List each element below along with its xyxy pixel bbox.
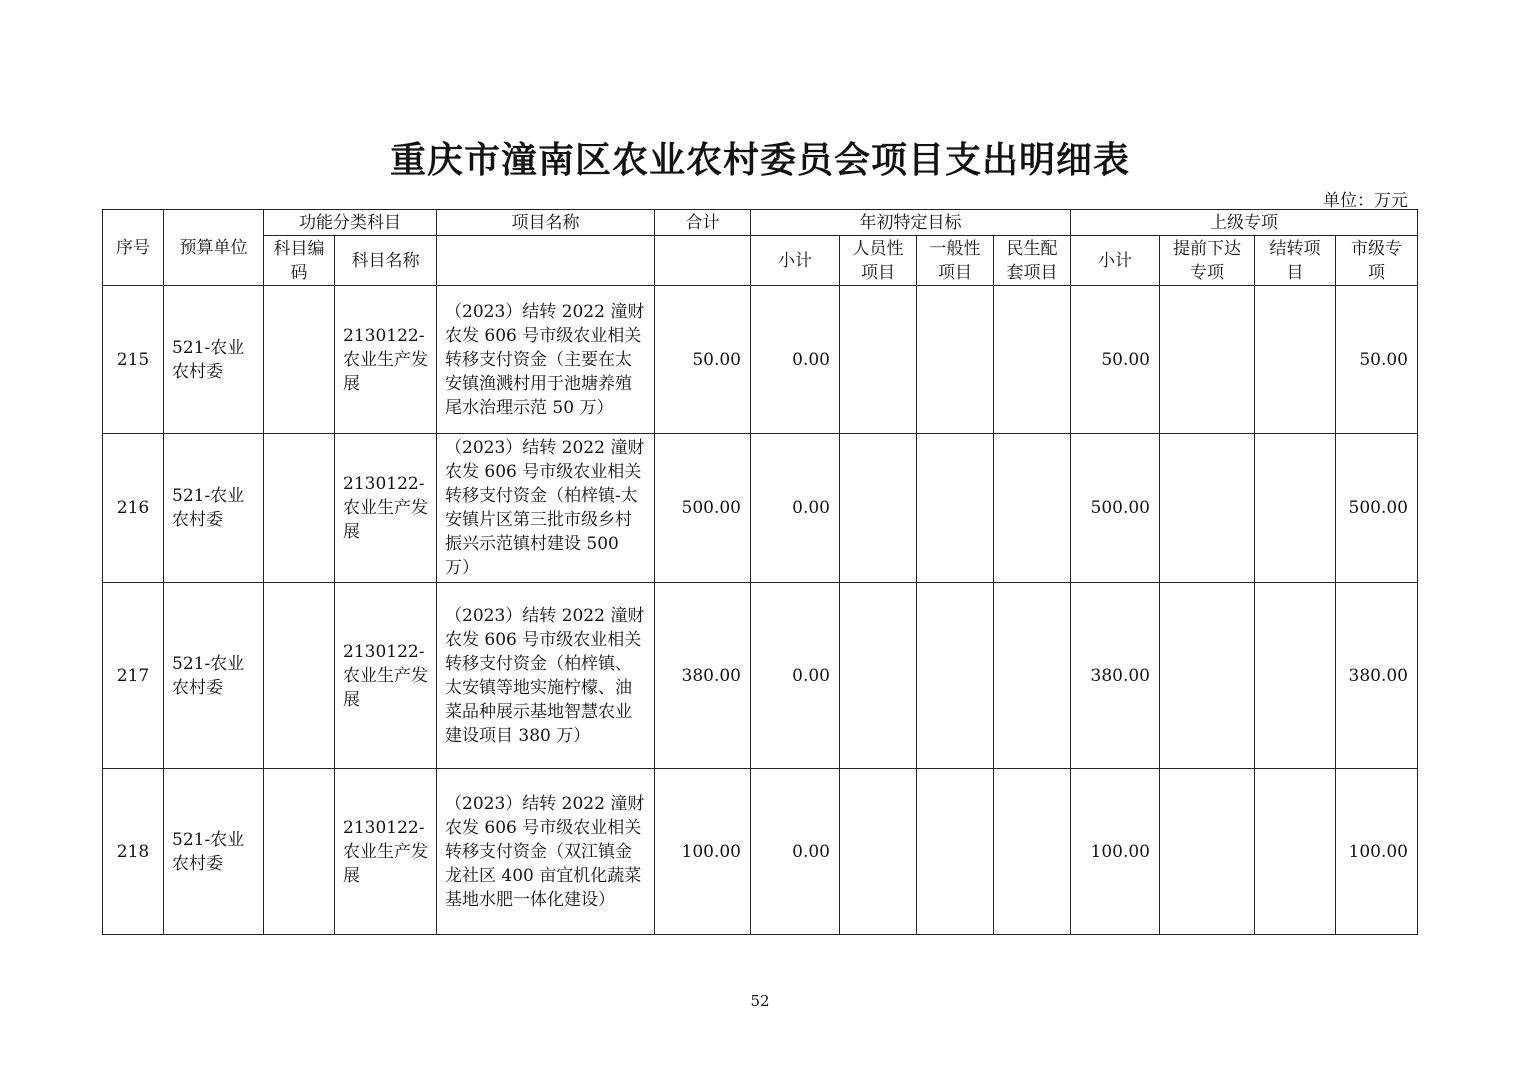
cell-subject-name: 2130122-农业生产发展 [335,434,437,583]
header-personnel: 人员性项目 [840,236,917,286]
header-advance: 提前下达专项 [1160,236,1255,286]
page-number: 52 [750,992,770,1010]
page-title: 重庆市潼南区农业农村委员会项目支出明细表 [389,139,1130,181]
cell-superior-subtotal: 380.00 [1071,583,1160,769]
header-annual-subtotal: 小计 [751,236,840,286]
header-carryover: 结转项目 [1255,236,1336,286]
header-municipal: 市级专项 [1336,236,1418,286]
header-row-2 [103,236,1418,286]
cell-budget-unit: 521-农业农村委 [164,286,264,434]
header-subject-name: 科目名称 [335,236,437,286]
cell-advance [1160,769,1255,935]
cell-livelihood [994,286,1071,434]
cell-subject-name: 2130122-农业生产发展 [335,583,437,769]
cell-subject-name: 2130122-农业生产发展 [335,286,437,434]
table-row [103,769,1418,935]
header-total-blank [655,236,751,286]
cell-annual-subtotal: 0.00 [751,286,840,434]
cell-budget-unit: 521-农业农村委 [164,583,264,769]
cell-total: 100.00 [655,769,751,935]
cell-superior-subtotal: 50.00 [1071,286,1160,434]
header-project-name-blank [437,236,655,286]
cell-annual-subtotal: 0.00 [751,583,840,769]
cell-personnel [840,434,917,583]
header-annual-target: 年初特定目标 [751,210,1071,236]
cell-municipal: 100.00 [1336,769,1418,935]
cell-seq: 217 [103,583,164,769]
cell-general [917,434,994,583]
cell-budget-unit: 521-农业农村委 [164,769,264,935]
table-row [103,434,1418,583]
cell-municipal: 500.00 [1336,434,1418,583]
cell-project-name: （2023）结转 2022 潼财农发 606 号市级农业相关转移支付资金（主要在太安镇渔溅村用于池塘养殖尾水治理示范 50 万） [437,286,655,434]
cell-project-name: （2023）结转 2022 潼财农发 606 号市级农业相关转移支付资金（双江镇金龙社区 400 亩宜机化蔬菜基地水肥一体化建设） [437,769,655,935]
cell-annual-subtotal: 0.00 [751,434,840,583]
project-expenditure-table [102,209,1418,935]
cell-seq: 218 [103,769,164,935]
cell-livelihood [994,434,1071,583]
cell-general [917,769,994,935]
cell-carryover [1255,434,1336,583]
header-livelihood: 民生配套项目 [994,236,1071,286]
cell-livelihood [994,583,1071,769]
unit-label: 单位：万元 [1323,191,1408,211]
cell-general [917,583,994,769]
header-functional-category: 功能分类科目 [264,210,437,236]
header-total: 合计 [655,210,751,236]
cell-subject-code [264,286,335,434]
cell-personnel [840,769,917,935]
header-budget-unit: 预算单位 [164,210,264,286]
cell-seq: 216 [103,434,164,583]
header-row-1 [103,210,1418,236]
cell-total: 50.00 [655,286,751,434]
cell-total: 380.00 [655,583,751,769]
table-row [103,286,1418,434]
table-row [103,583,1418,769]
cell-project-name: （2023）结转 2022 潼财农发 606 号市级农业相关转移支付资金（柏梓镇-太安镇片区第三批市级乡村振兴示范镇村建设 500 万） [437,434,655,583]
cell-project-name: （2023）结转 2022 潼财农发 606 号市级农业相关转移支付资金（柏梓镇、太安镇等地实施柠檬、油菜品种展示基地智慧农业建设项目 380 万） [437,583,655,769]
header-superior-special: 上级专项 [1071,210,1418,236]
cell-general [917,286,994,434]
cell-advance [1160,583,1255,769]
cell-personnel [840,583,917,769]
cell-subject-code [264,583,335,769]
header-seq: 序号 [103,210,164,286]
cell-carryover [1255,583,1336,769]
cell-subject-name: 2130122-农业生产发展 [335,769,437,935]
cell-superior-subtotal: 500.00 [1071,434,1160,583]
cell-total: 500.00 [655,434,751,583]
cell-livelihood [994,769,1071,935]
cell-budget-unit: 521-农业农村委 [164,434,264,583]
cell-carryover [1255,769,1336,935]
cell-municipal: 50.00 [1336,286,1418,434]
cell-advance [1160,286,1255,434]
cell-superior-subtotal: 100.00 [1071,769,1160,935]
cell-municipal: 380.00 [1336,583,1418,769]
cell-advance [1160,434,1255,583]
header-subject-code: 科目编码 [264,236,335,286]
cell-annual-subtotal: 0.00 [751,769,840,935]
cell-subject-code [264,769,335,935]
header-project-name: 项目名称 [437,210,655,236]
cell-personnel [840,286,917,434]
cell-carryover [1255,286,1336,434]
cell-subject-code [264,434,335,583]
header-superior-subtotal: 小计 [1071,236,1160,286]
header-general: 一般性项目 [917,236,994,286]
cell-seq: 215 [103,286,164,434]
